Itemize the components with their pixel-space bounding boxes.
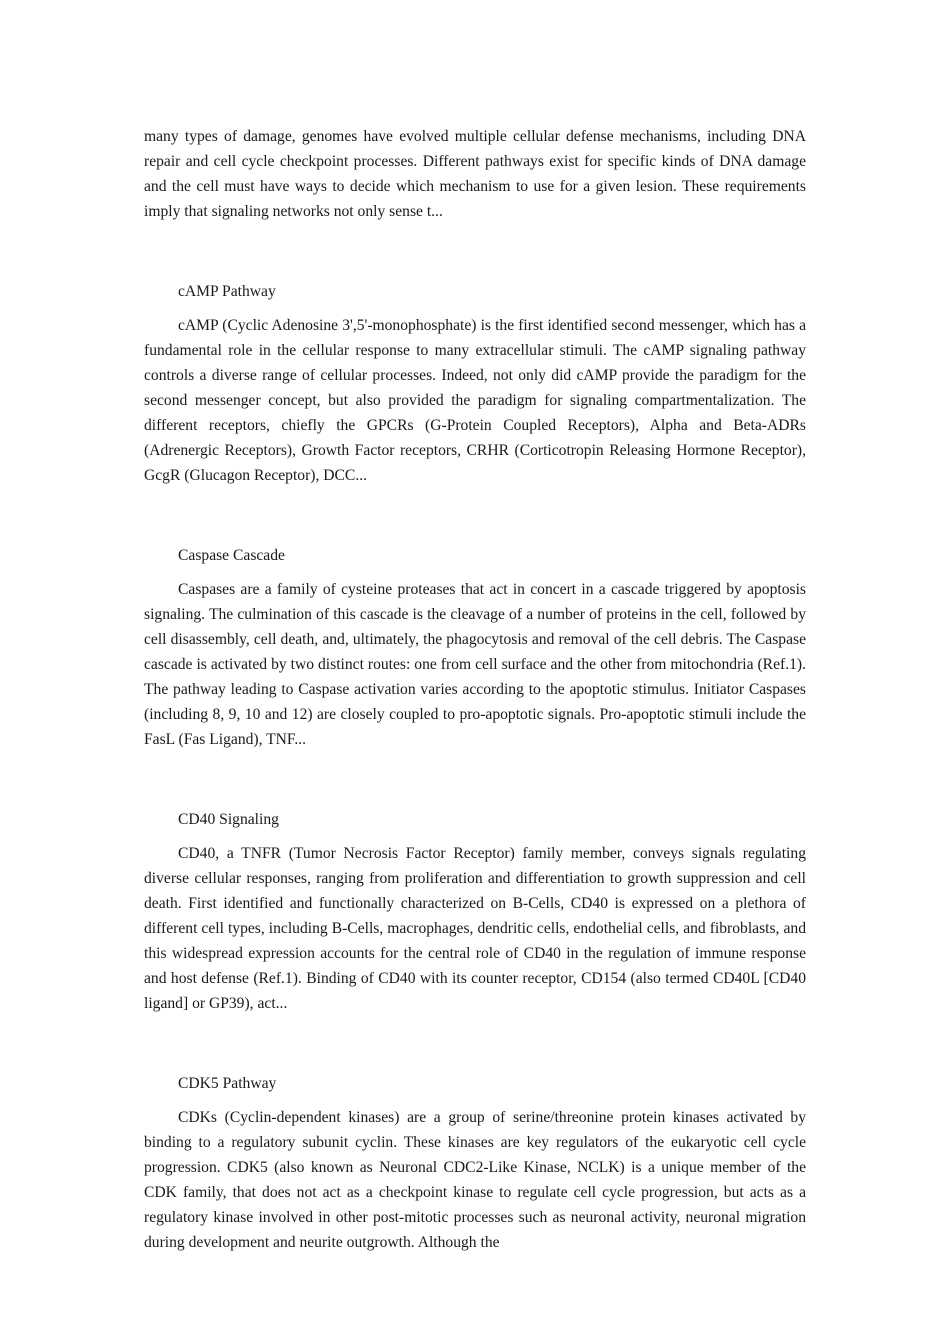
section-body: CD40, a TNFR (Tumor Necrosis Factor Receptor) family member, conveys signals regulating diverse cellular responses, ranging from proliferation and differentiation to growth suppression and cell death. First identified and functionally characterized on B-Cells, CD40 is expressed on a plethora of different cell types, including B-Cells, macrophages, dendritic cells, endothelial cells, and fibroblasts, and this widespread expression accounts for the central role of CD40 in the regulation of immune response and host defense (Ref.1). Binding of CD40 with its counter receptor, CD154 (also termed CD40L [CD40 ligand] or GP39), act... <box>144 845 806 1012</box>
section-cd40 <box>144 807 806 1016</box>
section-title: CD40 Signaling <box>178 811 279 828</box>
document-page <box>144 124 806 1255</box>
section-title: cAMP Pathway <box>178 283 276 300</box>
section-camp <box>144 279 806 488</box>
section-title: CDK5 Pathway <box>178 1075 277 1092</box>
section-title: Caspase Cascade <box>178 547 285 564</box>
intro-paragraph: many types of damage, genomes have evolved multiple cellular defense mechanisms, including DNA repair and cell cycle checkpoint processes. Different pathways exist for specific kinds of DNA damage and the cell must have ways to decide which mechanism to use for a given lesion. These requirements imply that signaling networks not only sense t... <box>144 128 806 220</box>
section-caspase <box>144 543 806 752</box>
section-body: cAMP (Cyclic Adenosine 3',5'-monophosphate) is the first identified second messenger, which has a fundamental role in the cellular response to many extracellular stimuli. The cAMP signaling pathway controls a diverse range of cellular processes. Indeed, not only did cAMP provide the paradigm for the second messenger concept, but also provided the paradigm for signaling compartmentalization. The different receptors, chiefly the GPCRs (G-Protein Coupled Receptors), Alpha and Beta-ADRs (Adrenergic Receptors), Growth Factor receptors, CRHR (Corticotropin Releasing Hormone Receptor), GcgR (Glucagon Receptor), DCC... <box>144 317 806 484</box>
section-body: Caspases are a family of cysteine proteases that act in concert in a cascade triggered by apoptosis signaling. The culmination of this cascade is the cleavage of a number of proteins in the cell, followed by cell disassembly, cell death, and, ultimately, the phagocytosis and removal of the cell debris. The Caspase cascade is activated by two distinct routes: one from cell surface and the other from mitochondria (Ref.1). The pathway leading to Caspase activation varies according to the apoptotic stimulus. Initiator Caspases (including 8, 9, 10 and 12) are closely coupled to pro-apoptotic signals. Pro-apoptotic stimuli include the FasL (Fas Ligand), TNF... <box>144 581 806 748</box>
section-cdk5 <box>144 1071 806 1255</box>
section-body: CDKs (Cyclin-dependent kinases) are a group of serine/threonine protein kinases activated by binding to a regulatory subunit cyclin. These kinases are key regulators of the eukaryotic cell cycle progression. CDK5 (also known as Neuronal CDC2-Like Kinase, NCLK) is a unique member of the CDK family, that does not act as a checkpoint kinase to regulate cell cycle progression, but acts as a regulatory kinase involved in other post-mitotic processes such as neuronal activity, neuronal migration during development and neurite outgrowth. Although the <box>144 1109 806 1251</box>
